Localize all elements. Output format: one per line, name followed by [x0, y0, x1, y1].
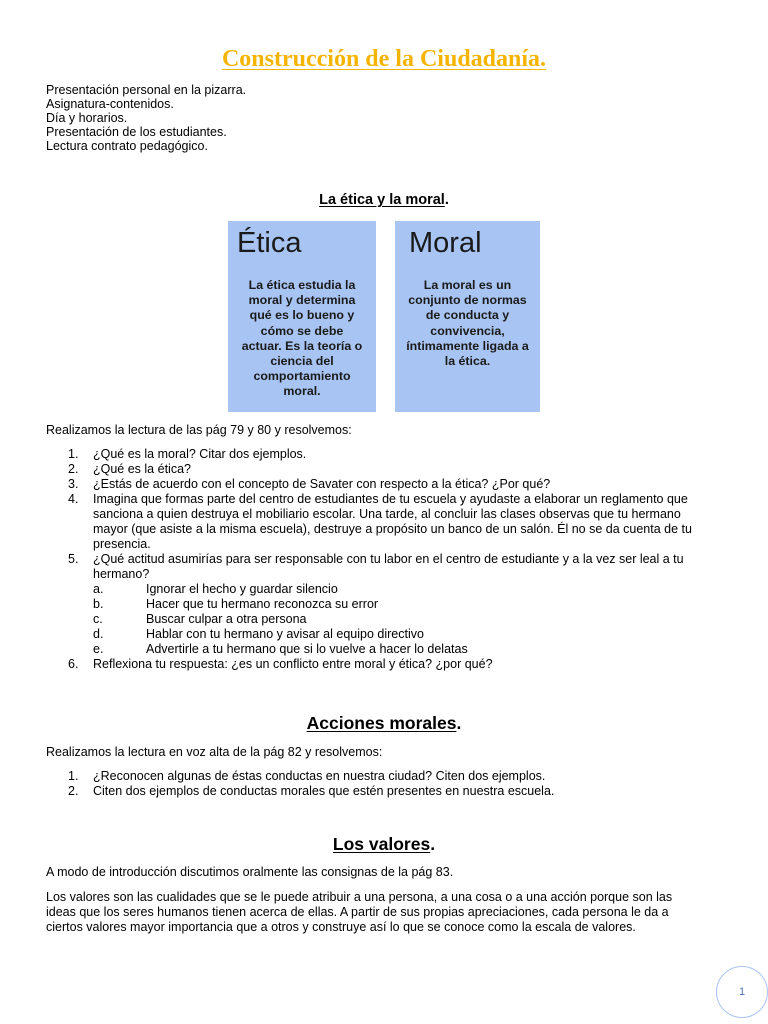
moral-card-body: La moral es un conjunto de normas de conducta y convivencia, íntimamente ligada a la ética.	[406, 278, 529, 369]
option-item: b. Hacer que tu hermano reconozca su error	[93, 597, 379, 611]
intro-line: Presentación de los estudiantes.	[46, 125, 227, 139]
moral-card-title: Moral	[409, 227, 482, 259]
section1-question-list	[68, 447, 728, 672]
list-item: 2. Citen dos ejemplos de conductas morales que estén presentes en nuestra escuela.	[68, 784, 555, 798]
page-number: 1	[716, 966, 768, 1018]
section-heading-acciones-morales: Acciones morales.	[306, 713, 462, 733]
section3-paragraph: Los valores son las cualidades que se le puede atribuir a una persona, a una cosa o a una acción porque son las ideas que los seres humanos tienen acerca de ellas. A partir de sus propias apreciaciones, cada persona le da a ciertos valores mayor importancia que a otros y construye así lo que se conoce como la escala de valores.	[46, 890, 673, 934]
list-item: 1. ¿Qué es la moral? Citar dos ejemplos.	[68, 447, 307, 461]
intro-line: Asignatura-contenidos.	[46, 97, 174, 111]
moral-card	[395, 221, 540, 412]
option-item: d. Hablar con tu hermano y avisar al equipo directivo	[93, 627, 424, 641]
section2-question-list	[68, 769, 728, 799]
etica-card	[228, 221, 376, 412]
list-item: 2. ¿Qué es la ética?	[68, 462, 191, 476]
option-item: c. Buscar culpar a otra persona	[93, 612, 307, 626]
list-item: 4. Imagina que formas parte del centro de estudiantes de tu escuela y ayudaste a elaborar un reglamento que sanciona a quien destruya el mobiliario escolar. Una tarde, al concluir las clases observas que tu hermano mayor (que asiste a la misma escuela), destruye a propósito un banco de un salón. Él no se da cuenta de tu presencia.	[68, 492, 692, 551]
section1-intro: Realizamos la lectura de las pág 79 y 80 y resolvemos:	[46, 423, 352, 437]
intro-line: Lectura contrato pedagógico.	[46, 139, 208, 153]
section2-intro: Realizamos la lectura en voz alta de la pág 82 y resolvemos:	[46, 745, 383, 759]
list-item: 3. ¿Estás de acuerdo con el concepto de Savater con respecto a la ética? ¿Por qué?	[68, 477, 551, 491]
list-item: 1. ¿Reconocen algunas de éstas conductas en nuestra ciudad? Citen dos ejemplos.	[68, 769, 546, 783]
section-heading-los-valores: Los valores.	[332, 834, 436, 854]
etica-card-body: La ética estudia la moral y determina qué es lo bueno y cómo se debe actuar. Es la teoría o ciencia del comportamiento moral.	[241, 278, 363, 399]
document-title: Construcción de la Ciudadanía.	[221, 46, 547, 72]
intro-line: Día y horarios.	[46, 111, 128, 125]
list-item: 6. Reflexiona tu respuesta: ¿es un conflicto entre moral y ética? ¿por qué?	[68, 657, 493, 671]
option-item: a. Ignorar el hecho y guardar silencio	[93, 582, 338, 596]
intro-list	[46, 83, 246, 153]
section3-intro: A modo de introducción discutimos oralmente las consignas de la pág 83.	[46, 865, 454, 879]
intro-line: Presentación personal en la pizarra.	[46, 83, 247, 97]
etica-card-title: Ética	[237, 227, 302, 259]
section-heading-etica-moral: La ética y la moral.	[319, 192, 449, 208]
list-item: 5. ¿Qué actitud asumirías para ser responsable con tu labor en el centro de estudiante y a la vez ser leal a tu hermano?	[68, 552, 684, 581]
option-item: e. Advertirle a tu hermano que si lo vuelve a hacer lo delatas	[93, 642, 468, 656]
